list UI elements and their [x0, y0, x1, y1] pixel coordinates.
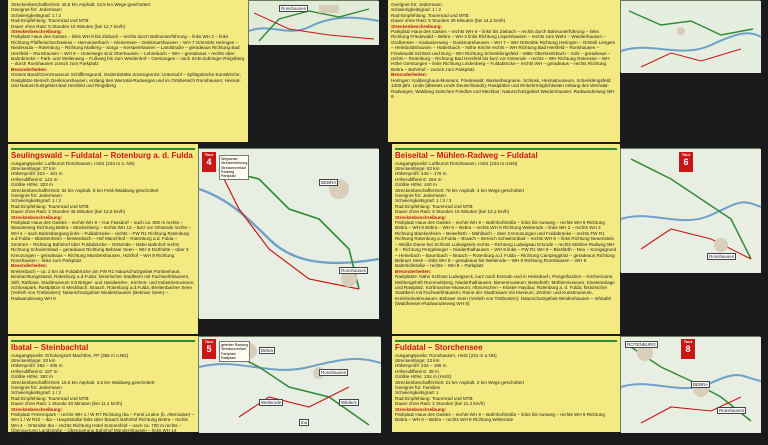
detail-line: Geeignet für: Jedermann: [11, 193, 62, 199]
detail-line: Höhenprofil: 392 – 205 m: [11, 363, 63, 369]
route-description: Parkplatz Haus des Gastes – rechts WH 9 – Gut Fassdorf – nach ca. 600 m rechts – Wanderweg Richtung Bebra – Mückenberg – rechts WH 13 – kurz vor Ortsende rechts – WH 4 – nach Bahnübergang links – Fuldabrücke – rechts – FW R1 Richtung Rotenburg a.d.Fulda – Blankenheim – Breitenbach – Hof Münchhof – Rotenburg a.d. Fulda – Zentrum – Richtung Bahnhof über Fuldabrücke – Ortsende – Nähe Bahnhof rechts Richtung Schwimmbad – geradeaus Richtung Bebraer Seen – WH 6 Dorfmitte – über 3 Kreuzungen – geradeaus – Richtung Mündershausen, Holzhof – WH 9 Richtung Ronshausen – links zum Parkplatz: [11, 220, 191, 263]
detail-line: Höhenprofil: 440 – 176 m: [395, 171, 447, 177]
route-map-tour-6[interactable]: [620, 148, 760, 272]
tour-badge-number: 4: [206, 157, 212, 167]
route-heading: Streckenbeschreibung:: [395, 214, 447, 220]
detail-line: Größte Höhe: 392 m: [11, 374, 53, 380]
detail-line: Streckenbeschaffenheit: 32 km Asphalt, 5 km Feld-/Waldweg geschottert: [11, 187, 159, 193]
legend-item: geteilter Radweg: [221, 343, 248, 347]
detail-line: Streckenbeschaffenheit: 78 km Asphalt, 4 km Wege geschottert: [395, 187, 525, 193]
map-label: Wildeck: [341, 400, 357, 405]
tour-badge-number: 5: [206, 344, 212, 354]
detail-line: Dauer ohne Rast: 2 Stunden 45 Minuten (bei 13,5 km/h): [11, 209, 126, 215]
tour-badge-label: Tour: [683, 339, 693, 344]
map-label: Ronshausen: [281, 6, 307, 11]
route-map-top-left[interactable]: [248, 0, 378, 44]
sights-heading: Besonderheiten:: [395, 268, 432, 274]
tour-panel-8: [392, 336, 620, 432]
detail-line: Streckenbeschaffenheit: 21 km Asphalt, 2 km Wege geschottert: [395, 379, 525, 385]
tour-badge-label: Tour: [681, 152, 691, 157]
tour-title: Beiseital – Mühlen-Radweg – Fuldatal: [395, 150, 538, 160]
detail-line: Streckenbeschaffenheit: 40,5 km Asphalt, 13,5 km Wege geschottert: [11, 2, 151, 7]
tour-details: [11, 353, 195, 407]
detail-line: Dauer ohne Rast: 5 Stunden 30 Minuten (bei 14,2 km/h): [391, 18, 506, 24]
map-label: Iba: [301, 420, 308, 425]
detail-line: Streckenlänge: 37 km: [11, 166, 56, 171]
legend-item: Wegweise: [221, 157, 238, 161]
tour-badge: [202, 339, 216, 359]
detail-line: Höhendifferenz: 142 m: [11, 176, 58, 182]
detail-line: Geeignet für: Familien: [395, 385, 441, 391]
detail-line: Ausgangspunkt: Erholungsort Machtlos, FP (356 m ü.NN): [11, 352, 129, 358]
map-label: Ronshausen: [719, 408, 745, 413]
detail-line: Dauer ohne Rast: 2 Stunden (bei 11,4 km/h): [395, 401, 485, 407]
detail-line: Größte Höhe: 323 m: [11, 182, 53, 188]
tour-title: Seulingswald – Fuldatal – Rotenburg a. d. Fulda: [11, 150, 193, 160]
detail-line: Dauer ohne Rast: 6 Stunden 15 Minuten (bei 13,1 km/h): [395, 209, 510, 215]
tour-panel-top-left: [8, 0, 248, 142]
tour-badge-label: Tour: [204, 152, 214, 157]
map-label: BEBRA: [321, 180, 337, 185]
detail-line: Streckenlänge: 20 km: [11, 358, 56, 363]
legend-item: Parkplatz: [221, 351, 236, 356]
detail-line: Höhendifferenz: 48 m: [395, 368, 439, 374]
tour-badge: [679, 152, 693, 172]
route-description: Parkplatz Feriennpark – rechts WH 1 / W R7 Richtung Iba – Fürst Linden (b. Alternative) – WH 1 / W R22 – Iba – Hauptstraße links über Braach Bahnhof Richtung Bebra – rechts WH 4 – Ortsmitte Iba – rechts Richtung Hotel Sonnenfeld – nach ca. 700 m rechts – Überquerung Landstraße – Überquerung Bahnhof Mündershausen – links WH 14 Richtung Ronshausen bis Bahnhofstraße – links WH 1 – Ronshausen – See – WH 7 R16 und W R7 – Machtlos – Parkplatz: [11, 412, 195, 445]
sights-description: Heringen: Kaliberghaus-Museum; Friedewald: Wasserburgruine, Schloss, Heimatmuseum, Schenklengsfeld: 1300-jähr. Linde (ältestes Linde Deutschlands); Rastplätze und Einkehrmöglichkeiten entlang des Werratal-Radweges, Waldweg zwischen Friedlos und Meckbar; Naturschutzgebiet Weidenhausen: Radwanderweg WH 9: [391, 77, 615, 99]
detail-line: Ausgangspunkt: Luftkurort Ronshausen, HotS (234 m ü. NN): [11, 160, 135, 166]
detail-line: Höhendifferenz: 264 m: [395, 176, 442, 182]
legend-item: Parkplatz: [221, 174, 236, 179]
detail-line: Schwierigkeitsgrad: 1 / 2: [11, 198, 62, 204]
route-heading: Streckenbeschreibung:: [11, 406, 63, 412]
tour-badge-number: 6: [683, 157, 689, 167]
tour-title: Ibatal – Steinbachtal: [11, 342, 89, 352]
detail-line: Rad-Empfehlung: Tourenrad und MTB: [395, 395, 473, 401]
tour-panel-top-right: [388, 0, 620, 142]
detail-line: Streckenlänge: 82 km: [395, 166, 440, 171]
legend-item: Streckenverlauf: [221, 165, 246, 170]
tour-title: Fuldatal – Storchensee: [395, 342, 483, 352]
detail-line: Schwierigkeitsgrad: 1 / 2 / 3: [395, 198, 452, 204]
sights-description: Grünes Band/Grenzmuseum Schifflersgrund, Gedenkstätte Zonengrenze; Untersuhl – Splittgotische Kunstkirche; Rastplätze Bereich Denkmarshausen, entlang des Werratal-Radweges und im Ortsbereich Ronshausen; Heimat- und Naturschutzgebiet Bad Hersfeld und Ringsberg: [11, 72, 241, 89]
map-label: Ronshausen: [321, 370, 347, 375]
detail-line: Geeignet für: Jedermann: [11, 7, 62, 13]
sights-heading: Besonderheiten:: [11, 66, 48, 72]
sights-heading: Besonderheiten:: [11, 263, 48, 269]
route-heading: Streckenbeschreibung:: [11, 214, 63, 220]
detail-line: Höhendifferenz: 187 m: [11, 368, 58, 374]
legend-item: Radweg: [221, 169, 235, 174]
sights-description: Rastplätze: Nähe Schloss Ludwigseck, kurz nach Ersrode und in Heinebach, Pengelhacken – Kirchenruine, Mühlengehöft Rommelsberg, Niederthalhausen: Bienenmuseum; Beiseförth: Mühlenmuseum, Klosteranlage und Rastplatz, Korbmacher-Museum; Altmorschen – Kloster Haydau; Rotenburg a. d. Fulda; historischer Stadtkern mit Fachwerkhäusern; Ruine der Stadtmauer mit Museum; Zentral- und Kunstmuseum, Kreisheimatmuseum: Bebraer Seen (Verleih von Tretbooten); Naturschutzgebiet Weidenhausen – Infotafel (Waldhessen-Radwanderweg WH 9): [395, 274, 615, 307]
detail-line: Dauer ohne Rast: 1 Stunde 40 Minuten (bei 11,4 km/h): [11, 401, 123, 407]
map-label: Bebra: [261, 348, 274, 353]
sights-heading: Besonderheiten:: [391, 72, 428, 78]
map-legend: [219, 341, 250, 362]
detail-line: Größte Höhe: 234 m (HotS): [395, 374, 452, 380]
detail-line: Schwierigkeitsgrad: 1: [395, 390, 439, 396]
legend-item: Rastplatz: [221, 355, 236, 360]
route-description: Parkplatz Haus des Gastes – rechts WH 9 – Bahnhofstraße – links bis Ausweg – rechts WH 9 Richtung Bebra – WH 9 Bebra – WH 6 – Bebra – rechts WH 6 Richtung Weiterode – links WH 2 – rechts WH 2 Richtung Blankenheim – Beiseförth – Mühlbach – über 3 Kreuzungen und Fuldabrücke – rechts FW R1 Richtung Rotenburg a.d.Fulda – Braach – Bereich Schwimmbad – rechts WH 9 – links Richtung Neuenstein – Weiße Dame bei Schloss Ludwigseck rechts – Richtung Ludwigsau Ersrode – rechts Mühlen-Radweg WH 9 – Richtung Pengelanger – Niederthalhausen – WH 9 links – FW R1 WH 9 – Binsförth – Neu – Konigsgrund – Heinebach – Baumbach – Braach – Rotenburg a.d. Fulda – Richtung Campingplatz – geradeaus Richtung Bebraer Seen – links WH 6 – geradeaus bis Weiterode – WH 9 Richtung Ronshausen – WH 9 Bahnhofstraße – rechts – WH 9 – Parkplatz: [395, 220, 617, 269]
sights-description: Breitenbach – ca. 2 km ab Fuldabrücke am FW R1 Naturschutzgebiet Fürstenhaus, Beobachtungsstand, Rotenburg a.d.Fulda: historischer Stadtkern mit Fachwerkhäusern, Stift, Rathaus, Stadtmuseum mit Bürger- und Handwerks-, Kirchen- und Industriemuseum, Schlosspark, Rastplätze in Meckbach, Braach, Rotenburg a.d.Fulda, Breitenbacher Seen (Verleih von Tretbooten); Naturschutzgebiet Weidenhausen (Bebraer Seen) – Radwanderweg WH 9: [11, 268, 195, 301]
tour-details: [395, 353, 617, 407]
detail-line: Dauer ohne Rast: 5 Stunden 15 Minuten (bei 12,7 km/h): [11, 23, 126, 29]
detail-line: Größte Höhe: 440 m: [395, 182, 437, 188]
legend-item: Streckenführung: [221, 161, 248, 166]
detail-line: Ausgangspunkt: Ronshausen, HotS (234 m ü.NN): [395, 352, 497, 358]
tour-badge-number: 8: [685, 344, 691, 354]
divider: [395, 340, 617, 342]
detail-line: Schwierigkeitsgrad: 1 / 2: [391, 7, 442, 13]
legend-item: Streckenverlauf: [221, 347, 246, 352]
route-description: Parkplatz Haus des Gastes – rechts WH 9 – links bis Ziebach – rechts durch Bahnunterführung – links Richtung Friedewald – Bebra – WH 3 links Richtung Lispenhausen – rechts zum Wehr – Weidenhausen – Großensee – Kastanienweg – Dankmarshausen – WH 7 – WH Ortsmitte Richtung Heringen – Ortsteil Lengers – Heimboldshausen – Hattenbach – Nöhe Kirche rechts – WH Richtung Bad Hersfeld – Ronshausen – Friedewald Schloss und Burg – WH Richtung Schenklengsfeld – Mitte Oberbreitzbach – Solz – geradeaus – rechts – Rotenburg – Richtung Bad Hersfeld bis kurz vor Ortsende – rechts – WH Richtung Rotensee – WH Höhe Gerstungen – links Richtung Lindenberg – Fuldabrücke – rechts WH – geradeaus – rechts Richtung Bebra – Bahnhof – zurück zum Parkplatz: [391, 29, 616, 72]
route-heading: Streckenbeschreibung:: [11, 29, 63, 35]
map-graphic: [249, 1, 379, 45]
tour-badge: [202, 152, 216, 172]
route-map-top-right[interactable]: [620, 0, 760, 72]
detail-line: Rad-Empfehlung: Tourenrad und MTB: [11, 18, 89, 24]
tour-details-top-right: [391, 2, 617, 24]
map-graphic: [621, 1, 761, 73]
detail-line: Höhenprofil: 234 – 186 m: [395, 363, 447, 369]
divider: [11, 340, 195, 342]
map-label: BEBRA: [693, 382, 709, 387]
detail-line: Geeignet für: Jedermann: [391, 2, 442, 7]
detail-line: Schwierigkeitsgrad: 1 / 2: [11, 12, 62, 18]
route-description: Parkplatz Haus des Gastes – links WH 9 bis Ziebach – rechts durch Bahnunterführung – links WH 2 – links Richtung Pfaffenschachtwiese – Hernanserbach – Kleinensee – Dankmarshausen – WH 7 Ortsmitte Heringen – Niederaula – Rotenburg – Richtung Malberg – Sorga – Kerspenhausen – Landstraße – geradeaus Richtung Bad Hersfeld – Ronshausen – WH 9 – Unterwegs sind Oberhausen – Lehnebach – WH – geradeaus – rechts über Bahnbrücke – Park- und Weilenweg – Fußweg bis zum Weidenhof – Gerstungen – nach SAB-Zubringer Ringsberg – durch Ronshausen zurück zum Parkplatz: [11, 34, 245, 67]
detail-line: Rad-Empfehlung: Tourenrad und MTB: [391, 12, 469, 18]
route-description: Parkplatz Haus des Gastes – rechts WH 9 – Bahnhofstraße – links bis Ausweg – rechts WH 9 Richtung Bebra – WH 6 – Bebra – rechts WH 9 Richtung Weiterode: [395, 412, 605, 423]
tour-panel-6: [392, 144, 620, 334]
map-legend: [219, 155, 249, 180]
detail-line: Rad-Empfehlung: Tourenrad und MTB: [395, 203, 473, 209]
map-label: Ronshausen: [709, 254, 735, 259]
detail-line: Geeignet für: Jedermann: [395, 193, 446, 199]
detail-line: Rad-Empfehlung: Tourenrad und MTB: [11, 203, 89, 209]
detail-line: Ausgangspunkt: Luftkurort Ronshausen, HotS (234 m ü.NN): [395, 160, 518, 166]
divider: [11, 148, 195, 150]
detail-line: Streckenbeschaffenheit: 16,5 km Asphalt, 3,5 km Waldweg geschottert: [11, 379, 155, 385]
tour-details: [395, 161, 617, 215]
map-label: Ronshausen: [341, 268, 367, 273]
map-label: Weiterode: [261, 400, 282, 405]
tour-panel-5: [8, 336, 198, 445]
detail-line: Rad-Empfehlung: Tourenrad und MTB: [11, 395, 89, 401]
tour-badge: [681, 339, 695, 359]
route-heading: Streckenbeschreibung:: [391, 23, 443, 29]
map-label: ROTENBURG: [627, 342, 656, 347]
tour-panel-4: [8, 144, 198, 334]
detail-line: Streckenlänge: 23 km: [395, 358, 440, 363]
tour-details: [11, 161, 195, 215]
tour-details-top-left: [11, 2, 245, 29]
route-map-tour-5[interactable]: [198, 336, 380, 432]
route-map-tour-4[interactable]: [198, 148, 378, 318]
detail-line: Geeignet für: Jedermann: [11, 385, 62, 391]
route-map-tour-8[interactable]: [620, 336, 760, 432]
route-heading: Streckenbeschreibung:: [395, 406, 447, 412]
divider: [395, 148, 617, 150]
tour-badge-label: Tour: [204, 339, 214, 344]
detail-line: Höhenprofil: 323 – 181 m: [11, 171, 63, 177]
detail-line: Schwierigkeitsgrad: 1 / 2: [11, 390, 62, 396]
